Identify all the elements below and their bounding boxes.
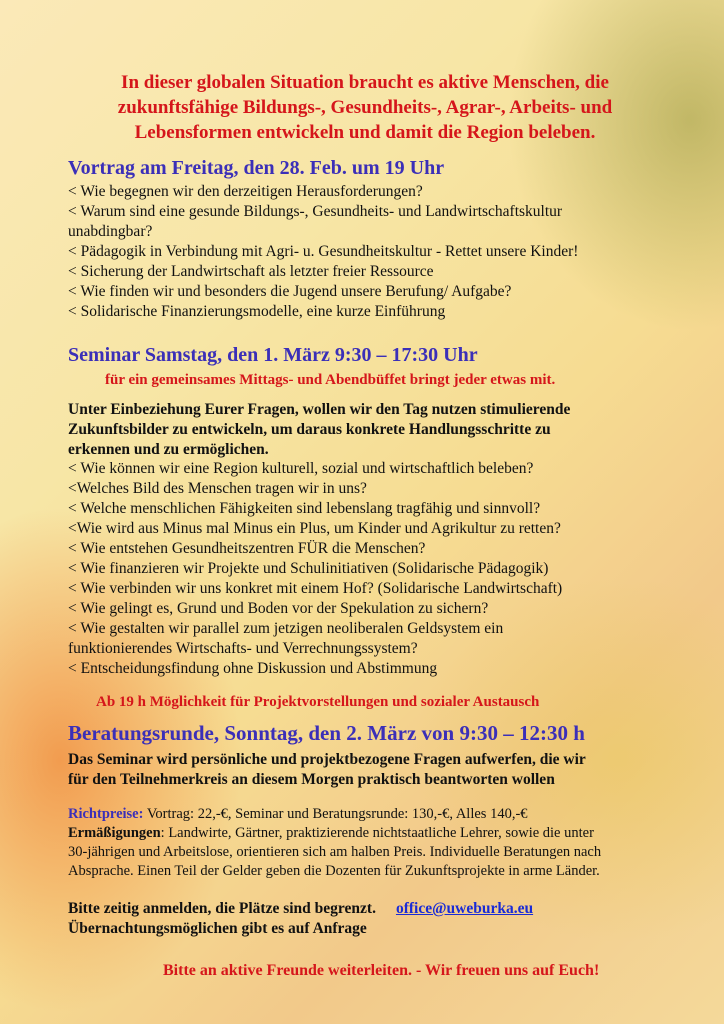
registration-block [68,899,688,939]
beratung-line: für den Teilnehmerkreis an diesem Morgen praktisch beantworten wollen [68,771,555,788]
seminar-evening-note: Ab 19 h Möglichkeit für Projektvorstellungen und sozialer Austausch [96,694,540,710]
seminar-item: < Wie finanzieren wir Projekte und Schulinitiativen (Solidarische Pädagogik) [68,560,549,577]
vortrag-item: < Pädagogik in Verbindung mit Agri- u. Gesundheitskultur - Rettet unsere Kinder! [68,243,579,260]
seminar-item: < Welche menschlichen Fähigkeiten sind lebenslang tragfähig und sinnvoll? [68,500,541,517]
seminar-intro-line: Unter Einbeziehung Eurer Fragen, wollen wir den Tag nutzen stimulierende [68,401,571,418]
vortrag-item: < Solidarische Finanzierungsmodelle, eine kurze Einführung [68,303,446,320]
vortrag-item: < Wie finden wir und besonders die Jugend unsere Berufung/ Aufgabe? [68,283,512,300]
intro-line-1: In dieser globalen Situation braucht es aktive Menschen, die [121,72,609,93]
seminar-heading: Seminar Samstag, den 1. März 9:30 – 17:30 Uhr [68,344,478,366]
seminar-intro-line: Zukunftsbilder zu entwickeln, um daraus konkrete Handlungsschritte zu [68,421,551,438]
seminar-buffet-note: für ein gemeinsames Mittags- und Abendbüffet bringt jeder etwas mit. [105,372,556,388]
intro-line-3: Lebensformen entwickeln und damit die Region beleben. [134,122,596,143]
seminar-item: <Wie wird aus Minus mal Minus ein Plus, um Kinder und Agrikultur zu retten? [68,520,561,537]
vortrag-item: unabdingbar? [68,223,153,240]
registration-line-1 [68,899,688,919]
seminar-list [68,459,668,679]
discount-line [68,824,688,843]
beratung-heading: Beratungsrunde, Sonntag, den 2. März von 9:30 – 12:30 h [68,721,585,745]
seminar-item: < Wie können wir eine Region kulturell, sozial und wirtschaftlich beleben? [68,460,534,477]
seminar-intro [68,400,668,460]
seminar-item: funktionierendes Wirtschafts- und Verrechnungssystem? [68,640,418,657]
vortrag-list [68,182,668,322]
vortrag-item: < Warum sind eine gesunde Bildungs-, Gesundheits- und Landwirtschaftskultur [68,203,563,220]
footer-note: Bitte an aktive Freunde weiterleiten. - Wir freuen uns auf Euch! [163,962,600,979]
vortrag-item: < Sicherung der Landwirtschaft als letzter freier Ressource [68,263,434,280]
seminar-intro-line: erkennen und zu ermöglichen. [68,441,269,458]
prices-label: Richtpreise: [68,806,144,822]
beratung-line: Das Seminar wird persönliche und projektbezogene Fragen aufwerfen, die wir [68,751,586,768]
seminar-item: <Welches Bild des Menschen tragen wir in uns? [68,480,367,497]
prices-text: Vortrag: 22,-€, Seminar und Beratungsrunde: 130,-€, Alles 140,-€ [143,806,528,822]
discount-line: Absprache. Einen Teil der Gelder geben die Dozenten für Zukunftsprojekte in arme Länder. [68,863,600,879]
vortrag-heading: Vortrag am Freitag, den 28. Feb. um 19 Uhr [68,157,445,179]
email-link[interactable]: office@uweburka.eu [395,900,534,917]
discount-text: : Landwirte, Gärtner, praktizierende nichtstaatliche Lehrer, sowie die unter [160,825,594,841]
registration-line-2: Übernachtungsmöglichen gibt es auf Anfrage [68,920,367,937]
intro-line-2: zukunftsfähige Bildungs-, Gesundheits-, Agrar-, Arbeits- und [117,97,613,118]
discount-label: Ermäßigungen [68,825,161,841]
prices-line [68,805,688,824]
prices-block [68,805,688,881]
intro-statement [60,70,670,145]
seminar-item: < Wie gelingt es, Grund und Boden vor der Spekulation zu sichern? [68,600,489,617]
seminar-item: < Wie verbinden wir uns konkret mit einem Hof? (Solidarische Landwirtschaft) [68,580,563,597]
seminar-item: < Entscheidungsfindung ohne Diskussion und Abstimmung [68,660,438,677]
registration-text: Bitte zeitig anmelden, die Plätze sind begrenzt. [68,900,376,917]
seminar-item: < Wie entstehen Gesundheitszentren FÜR die Menschen? [68,540,426,557]
discount-line: 30-jährigen und Arbeitslose, orientieren sich am halben Preis. Individuelle Beratungen nach [68,844,602,860]
seminar-item: < Wie gestalten wir parallel zum jetzigen neoliberalen Geldsystem ein [68,620,504,637]
beratung-text [68,750,668,790]
vortrag-item: < Wie begegnen wir den derzeitigen Herausforderungen? [68,183,423,200]
